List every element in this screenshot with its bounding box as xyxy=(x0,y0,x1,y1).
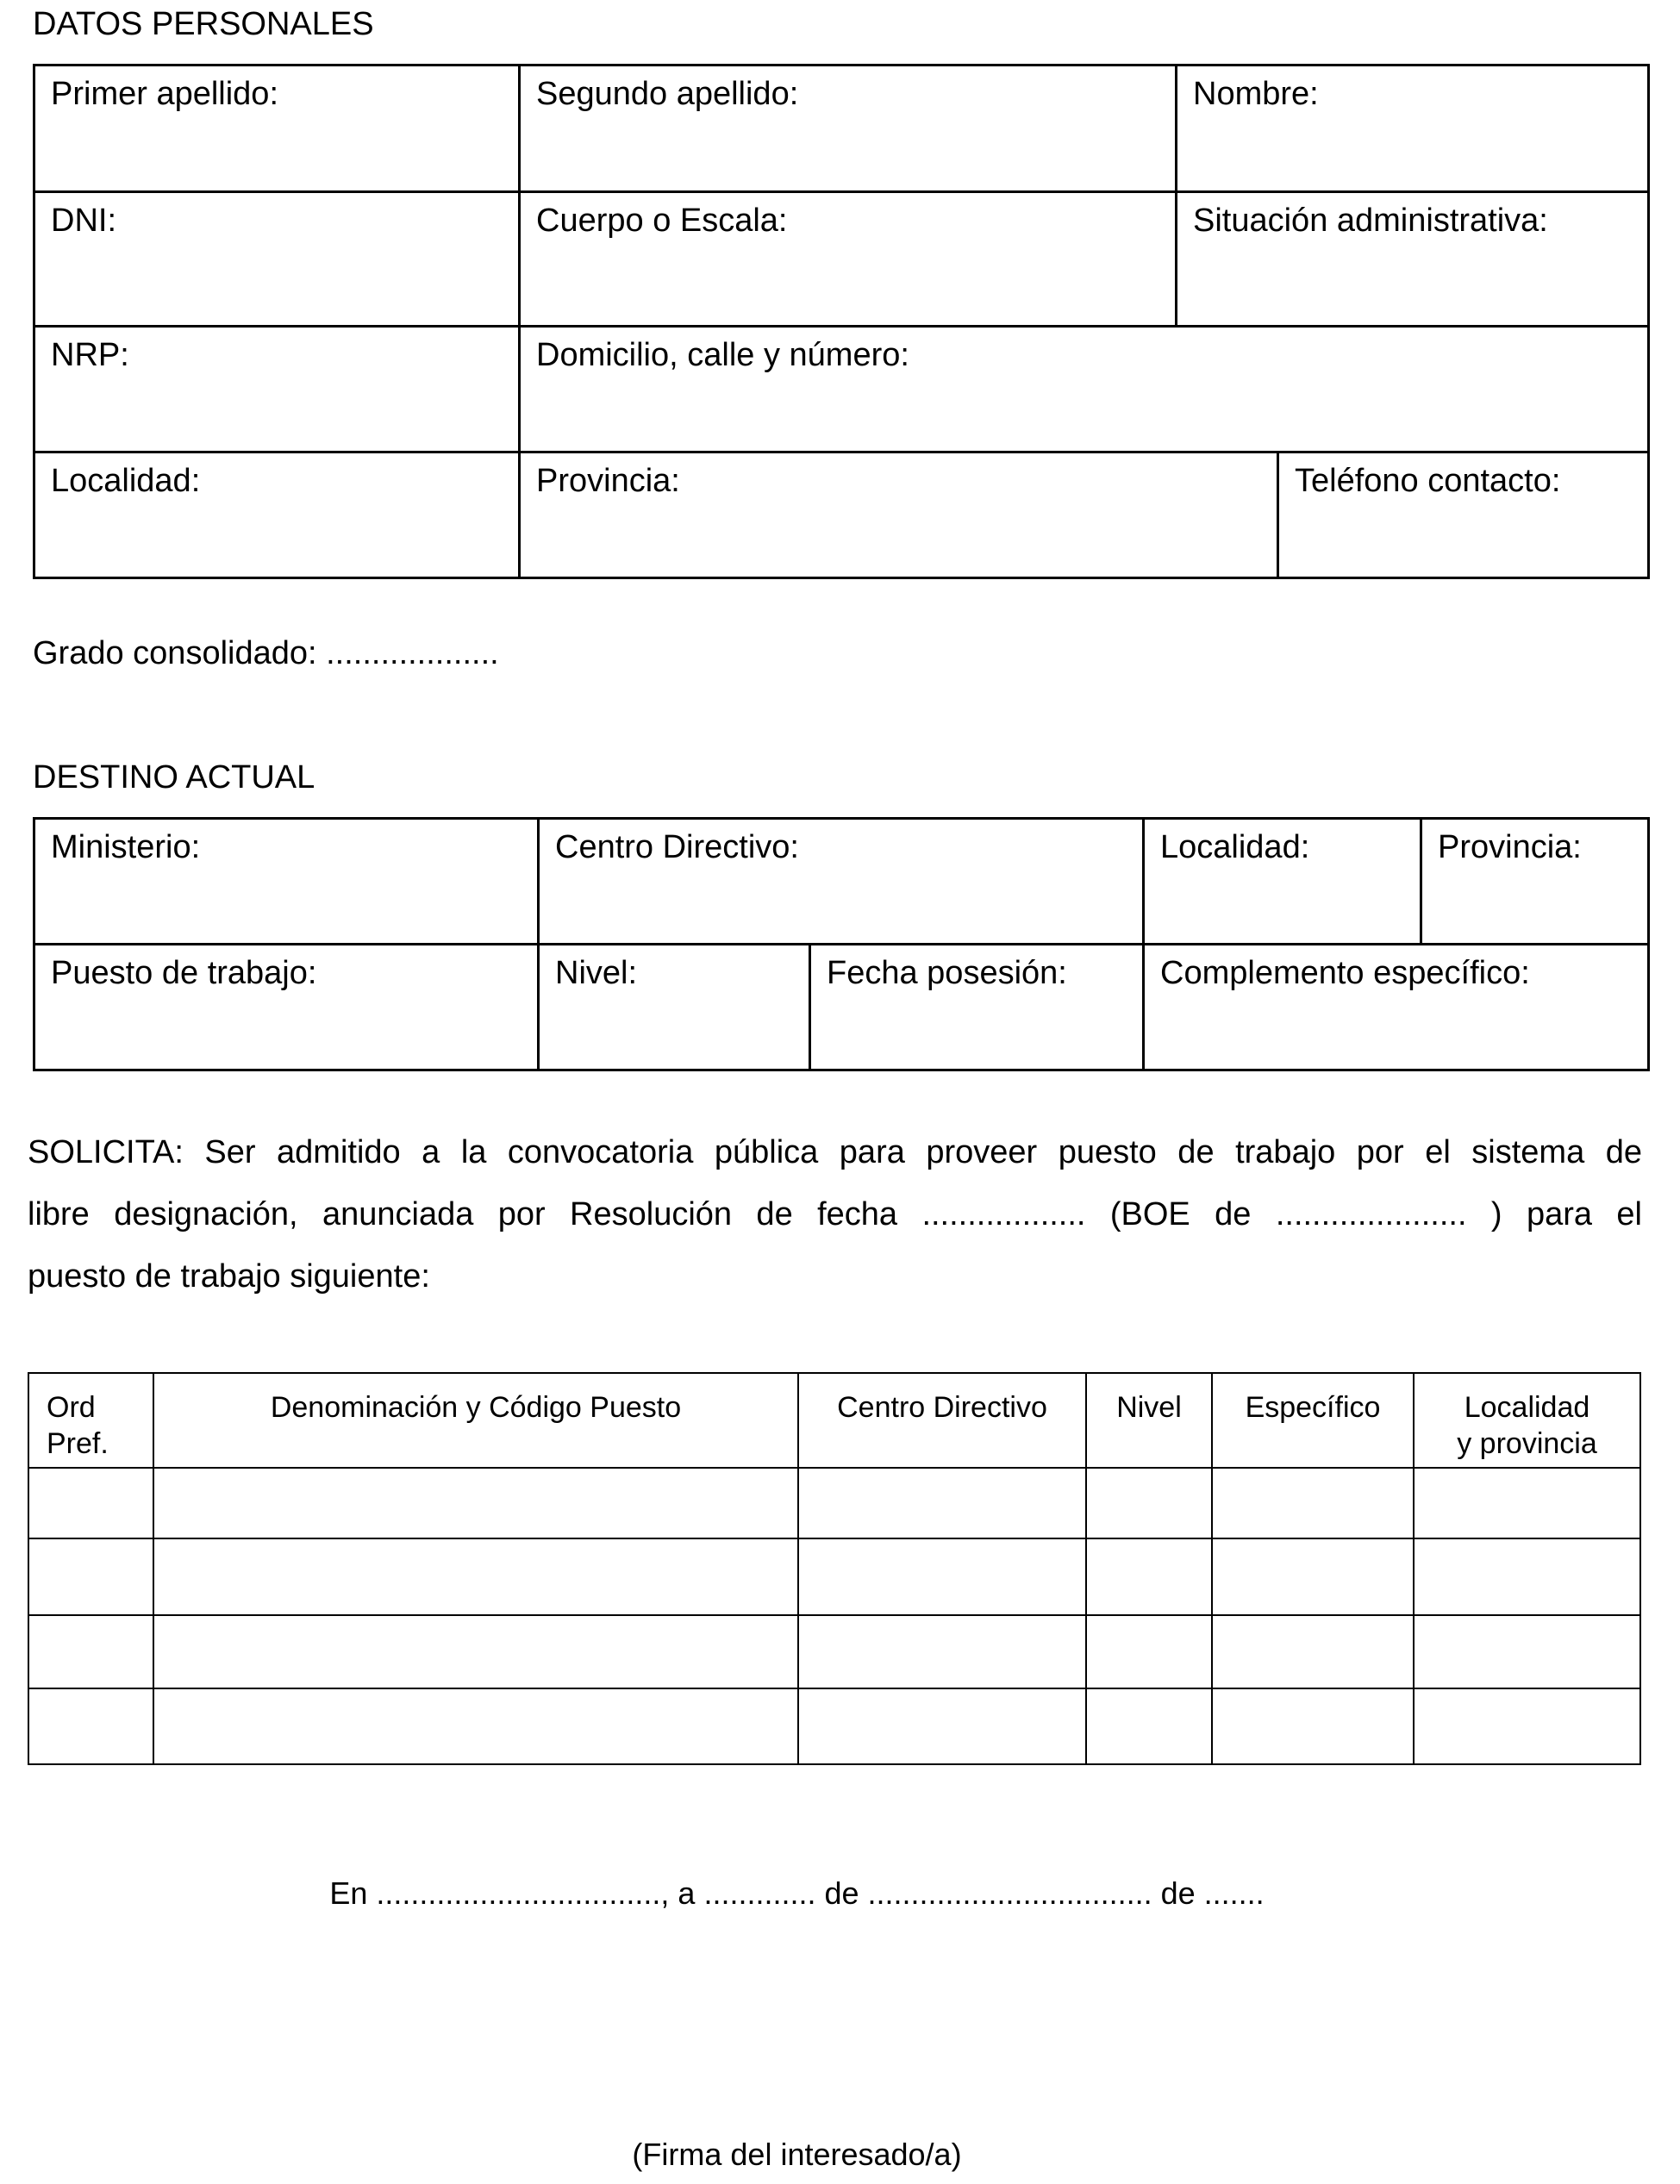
ministerio-label: Ministerio: xyxy=(51,829,201,865)
table-cell[interactable] xyxy=(1212,1468,1414,1538)
dni-field[interactable] xyxy=(34,192,520,327)
complemento-especifico-field[interactable] xyxy=(1144,945,1649,1070)
dni-label: DNI: xyxy=(51,203,116,239)
solicita-line-2: libre designación, anunciada por Resolución de fecha .................. (BOE de ..................... ) para el xyxy=(28,1196,1642,1232)
table-cell[interactable] xyxy=(28,1538,153,1615)
provincia-field[interactable] xyxy=(520,452,1278,578)
puestos-table xyxy=(28,1372,1641,1765)
table-cell[interactable] xyxy=(153,1468,798,1538)
complemento-especifico-label: Complemento específico: xyxy=(1160,955,1530,991)
provincia-label: Provincia: xyxy=(536,463,680,499)
primer-apellido-field[interactable] xyxy=(34,66,520,192)
header-pref: Pref. xyxy=(47,1427,109,1460)
nrp-field[interactable] xyxy=(34,327,520,452)
destino-provincia-label: Provincia: xyxy=(1438,829,1582,865)
table-row xyxy=(28,1615,1640,1688)
centro-directivo-label: Centro Directivo: xyxy=(555,829,799,865)
destino-localidad-field[interactable] xyxy=(1144,819,1421,945)
nivel-field[interactable] xyxy=(539,945,810,1070)
table-cell[interactable] xyxy=(153,1615,798,1688)
table-cell[interactable] xyxy=(1212,1615,1414,1688)
telefono-contacto-label: Teléfono contacto: xyxy=(1295,463,1561,499)
destino-provincia-field[interactable] xyxy=(1421,819,1649,945)
solicita-line-1: SOLICITA: Ser admitido a la convocatoria pública para proveer puesto de trabajo por el sistema de xyxy=(28,1134,1642,1170)
solicita-paragraph xyxy=(28,1121,1642,1307)
localidad-label: Localidad: xyxy=(51,463,201,499)
destino-localidad-label: Localidad: xyxy=(1160,829,1310,865)
firma-interesado: (Firma del interesado/a) xyxy=(632,2137,962,2172)
header-localidad: Localidad xyxy=(1464,1391,1590,1424)
lugar-fecha-line: En ................................., a ............. de ................................. de ....... xyxy=(329,1875,1265,1911)
situacion-administrativa-label: Situación administrativa: xyxy=(1193,203,1548,239)
ministerio-field[interactable] xyxy=(34,819,539,945)
table-cell[interactable] xyxy=(1414,1615,1640,1688)
table-row xyxy=(28,1538,1640,1615)
nombre-field[interactable] xyxy=(1177,66,1649,192)
table-cell[interactable] xyxy=(1086,1468,1212,1538)
fecha-posesion-field[interactable] xyxy=(810,945,1144,1070)
solicita-line-3: puesto de trabajo siguiente: xyxy=(28,1258,430,1295)
table-cell[interactable] xyxy=(153,1688,798,1764)
header-nivel: Nivel xyxy=(1086,1373,1212,1468)
table-cell[interactable] xyxy=(798,1538,1086,1615)
table-cell[interactable] xyxy=(1414,1538,1640,1615)
domicilio-field[interactable] xyxy=(520,327,1649,452)
centro-directivo-field[interactable] xyxy=(539,819,1144,945)
header-ord: Ord xyxy=(47,1391,96,1424)
grado-consolidado: Grado consolidado: ................... xyxy=(33,635,499,671)
nivel-label: Nivel: xyxy=(555,955,638,991)
fecha-posesion-label: Fecha posesión: xyxy=(827,955,1067,991)
localidad-field[interactable] xyxy=(34,452,520,578)
segundo-apellido-label: Segundo apellido: xyxy=(536,76,799,112)
table-cell[interactable] xyxy=(1086,1688,1212,1764)
datos-personales-table xyxy=(33,64,1650,579)
puesto-trabajo-field[interactable] xyxy=(34,945,539,1070)
telefono-contacto-field[interactable] xyxy=(1278,452,1649,578)
table-cell[interactable] xyxy=(28,1688,153,1764)
table-row xyxy=(28,1468,1640,1538)
nrp-label: NRP: xyxy=(51,337,129,373)
cuerpo-escala-label: Cuerpo o Escala: xyxy=(536,203,788,239)
destino-actual-title: DESTINO ACTUAL xyxy=(33,759,315,796)
header-localidad-provincia xyxy=(1414,1373,1640,1468)
table-cell[interactable] xyxy=(1414,1468,1640,1538)
table-cell[interactable] xyxy=(1212,1538,1414,1615)
table-cell[interactable] xyxy=(798,1688,1086,1764)
table-cell[interactable] xyxy=(153,1538,798,1615)
table-cell[interactable] xyxy=(28,1468,153,1538)
nombre-label: Nombre: xyxy=(1193,76,1319,112)
primer-apellido-label: Primer apellido: xyxy=(51,76,278,112)
domicilio-label: Domicilio, calle y número: xyxy=(536,337,909,373)
segundo-apellido-field[interactable] xyxy=(520,66,1177,192)
table-row xyxy=(28,1688,1640,1764)
puesto-trabajo-label: Puesto de trabajo: xyxy=(51,955,317,991)
header-centro-directivo: Centro Directivo xyxy=(798,1373,1086,1468)
table-cell[interactable] xyxy=(28,1615,153,1688)
table-cell[interactable] xyxy=(798,1468,1086,1538)
table-cell[interactable] xyxy=(1212,1688,1414,1764)
table-cell[interactable] xyxy=(1414,1688,1640,1764)
header-ord-pref xyxy=(28,1373,153,1468)
datos-personales-title: DATOS PERSONALES xyxy=(33,6,374,42)
header-especifico: Específico xyxy=(1212,1373,1414,1468)
header-y-provincia: y provincia xyxy=(1457,1427,1597,1460)
table-cell[interactable] xyxy=(1086,1538,1212,1615)
header-denominacion: Denominación y Código Puesto xyxy=(153,1373,798,1468)
table-cell[interactable] xyxy=(798,1615,1086,1688)
table-cell[interactable] xyxy=(1086,1615,1212,1688)
situacion-administrativa-field[interactable] xyxy=(1177,192,1649,327)
cuerpo-escala-field[interactable] xyxy=(520,192,1177,327)
destino-actual-table xyxy=(33,817,1650,1071)
table-header-row xyxy=(28,1373,1640,1468)
